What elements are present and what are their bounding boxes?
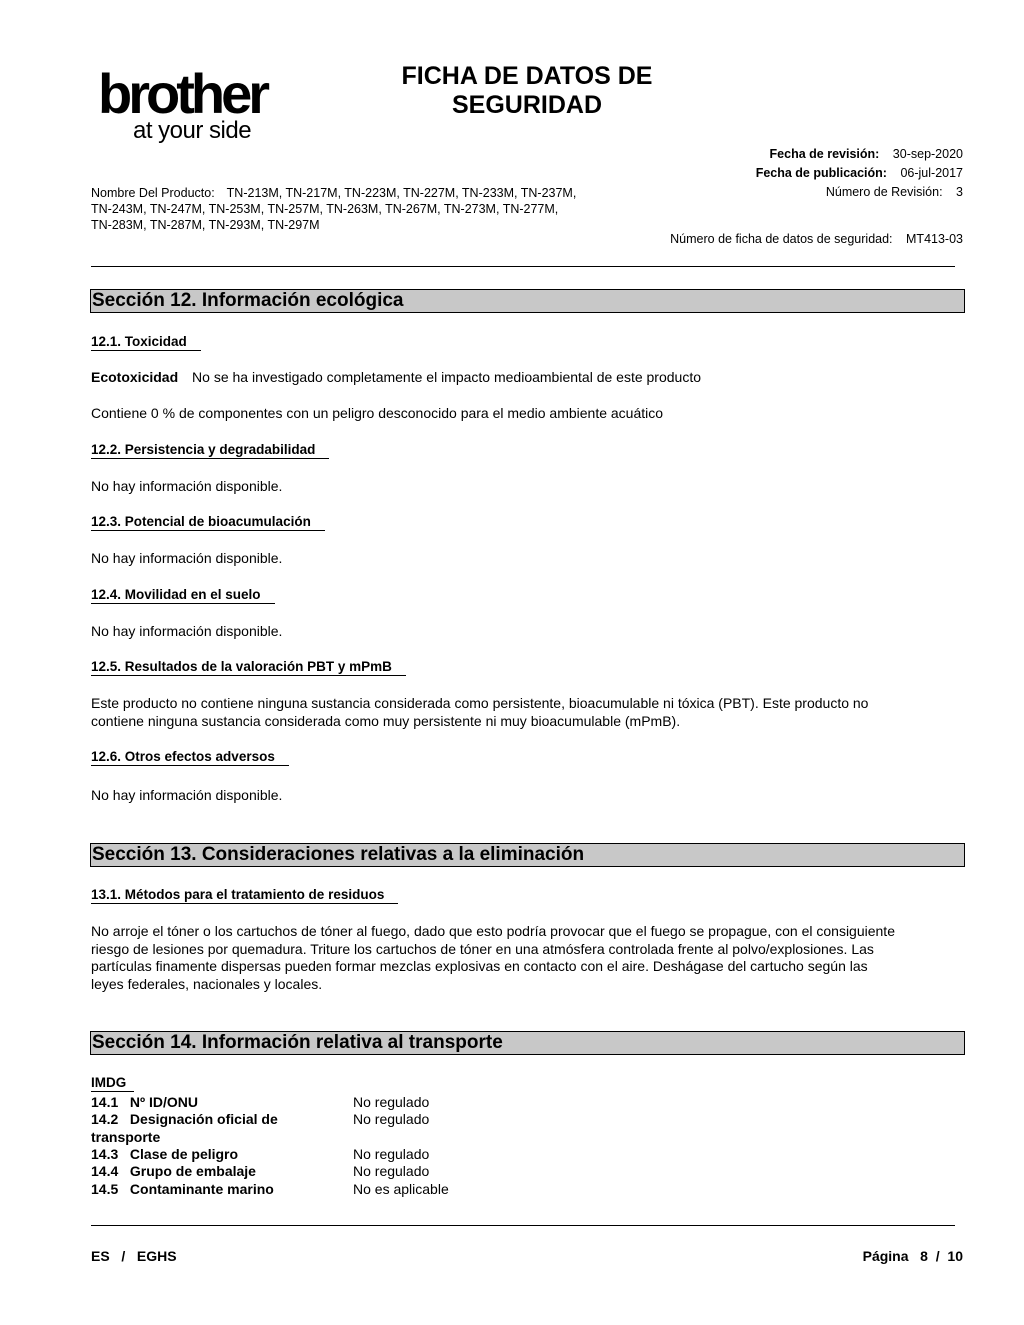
row-key: [91, 1111, 331, 1146]
disposal-line-2: riesgo de lesiones por quemadura. Triture los cartuchos de tóner en una atmósfera controlada frente al polvo/explosiones. Las: [91, 940, 874, 957]
ecotoxicity-text: No se ha investigado completamente el impacto medioambiental de este producto: [192, 369, 701, 385]
brother-logo: brother: [98, 62, 266, 125]
row-value: No es aplicable: [353, 1180, 449, 1197]
transport-table: [91, 1094, 591, 1204]
section-14-header: Sección 14. Información relativa al transporte: [90, 1031, 965, 1055]
row-key-line-1: 14.2 Designación oficial de: [91, 1111, 278, 1128]
subsection-12-3-title: 12.3. Potencial de bioacumulación: [91, 514, 325, 531]
ecotoxicity-row: [91, 369, 701, 387]
sds-number-label: Número de ficha de datos de seguridad:: [670, 232, 893, 246]
table-row-14-2: [91, 1111, 591, 1146]
row-value: No regulado: [353, 1094, 430, 1110]
row-value: No regulado: [353, 1111, 430, 1128]
table-row-14-5: [91, 1181, 591, 1198]
product-names: [91, 185, 576, 233]
product-label: Nombre Del Producto:: [91, 186, 215, 200]
pbt-line-2: contiene ninguna sustancia considerada como muy persistente ni muy bioacumulable (mPmB).: [91, 712, 681, 729]
revision-date-label: Fecha de revisión:: [769, 147, 880, 161]
revision-date: 30-sep-2020: [892, 147, 963, 161]
publication-date: 06-jul-2017: [900, 166, 963, 180]
sds-number-row: [670, 231, 963, 247]
disposal-line-4: leyes federales, nacionales y locales.: [91, 975, 323, 992]
row-key: 14.5 Contaminante marino: [91, 1180, 274, 1197]
document-title: [372, 62, 682, 120]
product-line-1-text: TN-213M, TN-217M, TN-223M, TN-227M, TN-233M, TN-237M,: [226, 186, 577, 200]
row-key: 14.4 Grupo de embalaje: [91, 1163, 256, 1180]
subsection-12-4-text: No hay información disponible.: [91, 623, 283, 639]
logo-tagline: at your side: [133, 117, 252, 144]
subsection-12-5-text: [91, 695, 971, 730]
footer-language: ES / EGHS: [91, 1248, 177, 1264]
row-key: 14.1 Nº ID/ONU: [91, 1094, 199, 1110]
subsection-12-1-title: 12.1. Toxicidad: [91, 334, 201, 351]
pbt-line-1: Este producto no contiene ninguna sustancia considerada como persistente, bioacumulable ni tóxica (PBT). Este producto no: [91, 695, 869, 711]
product-line-2: TN-243M, TN-247M, TN-253M, TN-257M, TN-263M, TN-267M, TN-273M, TN-277M,: [91, 202, 559, 216]
revision-meta: [756, 145, 963, 202]
publication-date-row: [756, 164, 963, 183]
subsection-12-6-text: No hay información disponible.: [91, 787, 283, 803]
revision-number: 3: [956, 185, 963, 199]
disposal-line-3: partículas finamente dispersas pueden formar mezclas explosivas en contacto con el aire. Deshágase del cartucho según las: [91, 958, 868, 974]
subsection-12-2-text: No hay información disponible.: [91, 478, 283, 494]
ecotoxicity-label: Ecotoxicidad: [91, 369, 179, 385]
disposal-text: [91, 923, 971, 993]
row-value: No regulado: [353, 1163, 430, 1180]
product-line-3: TN-283M, TN-287M, TN-293M, TN-297M: [91, 218, 320, 232]
table-row-14-1: [91, 1094, 591, 1111]
row-value: No regulado: [353, 1146, 430, 1162]
header-divider: [91, 266, 955, 267]
subsection-12-4-title: 12.4. Movilidad en el suelo: [91, 587, 275, 604]
contains-unknown-hazard-text: Contiene 0 % de componentes con un peligro desconocido para el medio ambiente acuático: [91, 405, 664, 421]
section-13-header: Sección 13. Consideraciones relativas a la eliminación: [90, 843, 965, 867]
revision-number-label: Número de Revisión:: [825, 185, 943, 199]
table-row-14-3: [91, 1146, 591, 1163]
product-line-1: [91, 185, 576, 201]
revision-number-row: [756, 183, 963, 202]
publication-date-label: Fecha de publicación:: [755, 166, 887, 180]
table-row-14-4: [91, 1163, 591, 1180]
title-line-1: FICHA DE DATOS DE: [401, 62, 653, 90]
revision-date-row: [756, 145, 963, 164]
footer-divider: [91, 1225, 955, 1226]
subsection-12-5-title: 12.5. Resultados de la valoración PBT y mPmB: [91, 659, 406, 676]
subsection-12-6-title: 12.6. Otros efectos adversos: [91, 749, 289, 766]
disposal-line-1: No arroje el tóner o los cartuchos de tóner al fuego, dado que esto podría provocar que el fuego se propague, con el consiguiente: [91, 923, 895, 939]
row-key: 14.3 Clase de peligro: [91, 1146, 239, 1162]
imdg-title: IMDG: [91, 1075, 134, 1092]
title-line-2: SEGURIDAD: [451, 91, 602, 119]
row-key-line-2: transporte: [91, 1128, 161, 1145]
subsection-12-3-text: No hay información disponible.: [91, 550, 283, 566]
footer-page-number: Página 8 / 10: [862, 1248, 963, 1264]
section-12-header: Sección 12. Información ecológica: [90, 289, 965, 313]
subsection-12-2-title: 12.2. Persistencia y degradabilidad: [91, 442, 329, 459]
subsection-13-1-title: 13.1. Métodos para el tratamiento de residuos: [91, 887, 398, 904]
sds-number: MT413-03: [906, 232, 963, 246]
